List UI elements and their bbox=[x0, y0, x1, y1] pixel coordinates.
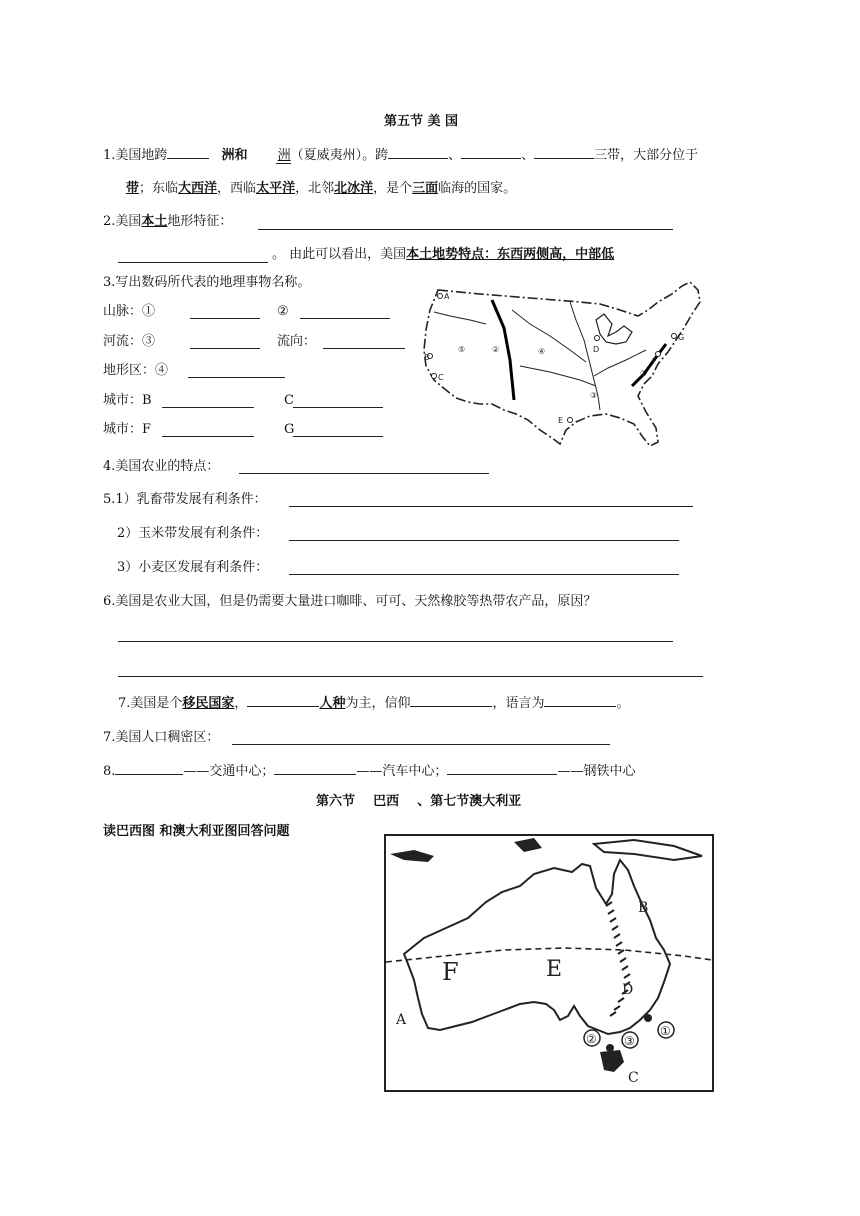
q5a-label: 5.1）乳畜带发展有利条件： bbox=[103, 492, 267, 507]
q4-label: 4.美国农业的特点： bbox=[103, 459, 220, 474]
q7a-line bbox=[118, 694, 630, 713]
q8-steel: ——钢铁中心 bbox=[557, 764, 636, 779]
q3-intro: 3.写出数码所代表的地理事物名称。 bbox=[103, 275, 311, 290]
q7a-blank-3[interactable] bbox=[544, 694, 616, 707]
q3-flow-blank[interactable] bbox=[323, 348, 405, 349]
q1-text-4: （夏威夷州）。跨 bbox=[290, 148, 389, 163]
q2-text-3: 地形特征： bbox=[167, 214, 233, 229]
q2-line2 bbox=[272, 246, 614, 264]
q8-blank-3[interactable] bbox=[447, 762, 557, 775]
columbia-river bbox=[434, 312, 486, 324]
usmap-label-A: A bbox=[444, 292, 450, 301]
q7a-text-5: 为主，信仰 bbox=[345, 696, 411, 711]
great-lakes bbox=[596, 314, 632, 344]
q3-cityF-label: 城市：F bbox=[103, 422, 152, 437]
ausmap-label-C: C bbox=[628, 1070, 639, 1086]
q3-cityG-blank[interactable] bbox=[293, 436, 383, 437]
arkansas-river bbox=[520, 366, 596, 386]
q3-cityC-label: C bbox=[284, 393, 294, 408]
q5a-blank[interactable] bbox=[289, 506, 693, 507]
q1-text-5: 、 bbox=[448, 148, 462, 163]
q7a-text-3: ， bbox=[234, 696, 248, 711]
usmap-label-2: ② bbox=[492, 345, 500, 354]
q1-zone: 带 bbox=[126, 181, 140, 196]
q2-line1 bbox=[103, 213, 232, 231]
q1-blank-4[interactable] bbox=[461, 146, 521, 159]
q2-terrain-feature: 本土地势特点：东西两侧高，中部低 bbox=[406, 247, 615, 262]
q6-blank-2[interactable] bbox=[118, 676, 703, 677]
section5-title: 第五节 美 国 bbox=[384, 114, 459, 129]
q3-cityB-label: 城市：B bbox=[103, 393, 152, 408]
q5b-blank[interactable] bbox=[289, 540, 679, 541]
q7a-text-6: ，语言为 bbox=[492, 696, 545, 711]
q1-north-text: ，北邻 bbox=[295, 181, 335, 196]
ausmap-label-A: A bbox=[396, 1012, 407, 1028]
ausmap-label-2: ② bbox=[586, 1032, 597, 1046]
usmap-label-G: G bbox=[678, 333, 685, 342]
q3-mountain-2-label: ② bbox=[277, 304, 289, 319]
q3-cityC-blank[interactable] bbox=[293, 407, 383, 408]
section6-prompt: 读巴西图 和澳大利亚图回答问题 bbox=[103, 824, 290, 839]
ausmap-label-E: E bbox=[546, 957, 563, 982]
q1-arctic: 北冰洋 bbox=[334, 181, 374, 196]
q1-is-text: ，是个 bbox=[373, 181, 413, 196]
q1-text-1: 1.美国地跨 bbox=[103, 148, 168, 163]
q5c-blank[interactable] bbox=[289, 574, 679, 575]
q2-text-4: 。 由此可以看出，美国 bbox=[272, 247, 407, 262]
q3-cityF-blank[interactable] bbox=[162, 436, 254, 437]
q4-blank[interactable] bbox=[239, 473, 489, 474]
australia-map bbox=[384, 834, 716, 1094]
usmap-label-1: ① bbox=[640, 369, 648, 378]
q1-three-sides: 三面 bbox=[412, 181, 439, 196]
usmap-label-D: D bbox=[593, 345, 600, 354]
q3-mountains-label: 山脉：① bbox=[103, 304, 156, 319]
q3-terrain-label: 地形区：④ bbox=[103, 363, 169, 378]
q1-text-7: 三带，大部分位于 bbox=[594, 148, 699, 163]
q3-cityB-blank[interactable] bbox=[162, 407, 254, 408]
q3-rivers-label: 河流：③ bbox=[103, 334, 156, 349]
q5c-label: 3）小麦区发展有利条件： bbox=[117, 560, 269, 575]
q1-text-6: 、 bbox=[521, 148, 535, 163]
q2-blank-2[interactable] bbox=[118, 262, 268, 263]
q7a-text-1: 7.美国是个 bbox=[118, 696, 183, 711]
q8-blank-1[interactable] bbox=[115, 762, 183, 775]
q7a-race: 人种 bbox=[319, 696, 346, 711]
q8-traffic: ——交通中心； bbox=[183, 764, 275, 779]
q6-blank-1[interactable] bbox=[118, 641, 673, 642]
usmap-label-C: C bbox=[438, 373, 444, 382]
q1-line2 bbox=[126, 180, 516, 198]
usmap-label-3: ③ bbox=[590, 391, 598, 400]
q1-east-text: ；东临 bbox=[139, 181, 179, 196]
q3-mountain-2-blank[interactable] bbox=[300, 318, 390, 319]
ausmap-label-D: D bbox=[622, 982, 634, 998]
q8-text-1: 8. bbox=[103, 764, 116, 779]
q8-line bbox=[103, 762, 635, 781]
ohio-river bbox=[594, 350, 646, 376]
ausmap-label-F: F bbox=[442, 958, 459, 986]
q7a-blank-2[interactable] bbox=[410, 694, 492, 707]
q1-blank-1[interactable] bbox=[167, 146, 209, 159]
usmap-label-5: ⑤ bbox=[458, 345, 466, 354]
q3-river-blank[interactable] bbox=[190, 348, 260, 349]
q7b-label: 7.美国人口稠密区： bbox=[103, 730, 220, 745]
q3-mountain-1-blank[interactable] bbox=[190, 318, 260, 319]
q3-flow-label: 流向： bbox=[277, 334, 317, 349]
usa-map bbox=[420, 280, 710, 452]
q2-blank-1[interactable] bbox=[258, 229, 673, 230]
q1-text-2: 洲和 bbox=[221, 148, 248, 163]
q7a-text-7: 。 bbox=[616, 696, 630, 711]
q6-label: 6.美国是农业大国，但是仍需要大量进口咖啡、可可、天然橡胶等热带农产品，原因？ bbox=[103, 594, 597, 609]
usmap-label-E: E bbox=[558, 416, 564, 425]
q1-atlantic: 大西洋 bbox=[178, 181, 218, 196]
q1-west-text: ，西临 bbox=[217, 181, 257, 196]
ausmap-label-B: B bbox=[638, 900, 649, 916]
q1-text-3: 洲 bbox=[277, 148, 291, 163]
ausmap-label-1: ① bbox=[660, 1024, 671, 1038]
q1-blank-5[interactable] bbox=[534, 146, 594, 159]
q3-cityG-label: G bbox=[284, 422, 295, 437]
q2-text-1: 2.美国 bbox=[103, 214, 142, 229]
q7a-blank-1[interactable] bbox=[247, 694, 319, 707]
q5b-label: 2）玉米带发展有利条件： bbox=[117, 526, 269, 541]
usmap-label-F: F bbox=[652, 357, 657, 366]
section6-title: 第六节 巴西 、第七节澳大利亚 bbox=[316, 794, 522, 809]
q1-blank-3[interactable] bbox=[388, 146, 448, 159]
ausmap-label-3: ③ bbox=[624, 1034, 635, 1048]
q7a-immigrant: 移民国家 bbox=[182, 696, 235, 711]
q2-mainland: 本土 bbox=[141, 214, 168, 229]
q8-blank-2[interactable] bbox=[274, 762, 356, 775]
q3-terrain-blank[interactable] bbox=[188, 377, 285, 378]
q7b-blank[interactable] bbox=[232, 744, 610, 745]
q1-pacific: 太平洋 bbox=[256, 181, 296, 196]
usmap-label-B: B bbox=[424, 353, 430, 362]
q1-line1 bbox=[103, 146, 698, 165]
usmap-label-4: ④ bbox=[538, 347, 546, 356]
q1-end-text: 临海的国家。 bbox=[438, 181, 517, 196]
q8-auto: ——汽车中心； bbox=[356, 764, 448, 779]
